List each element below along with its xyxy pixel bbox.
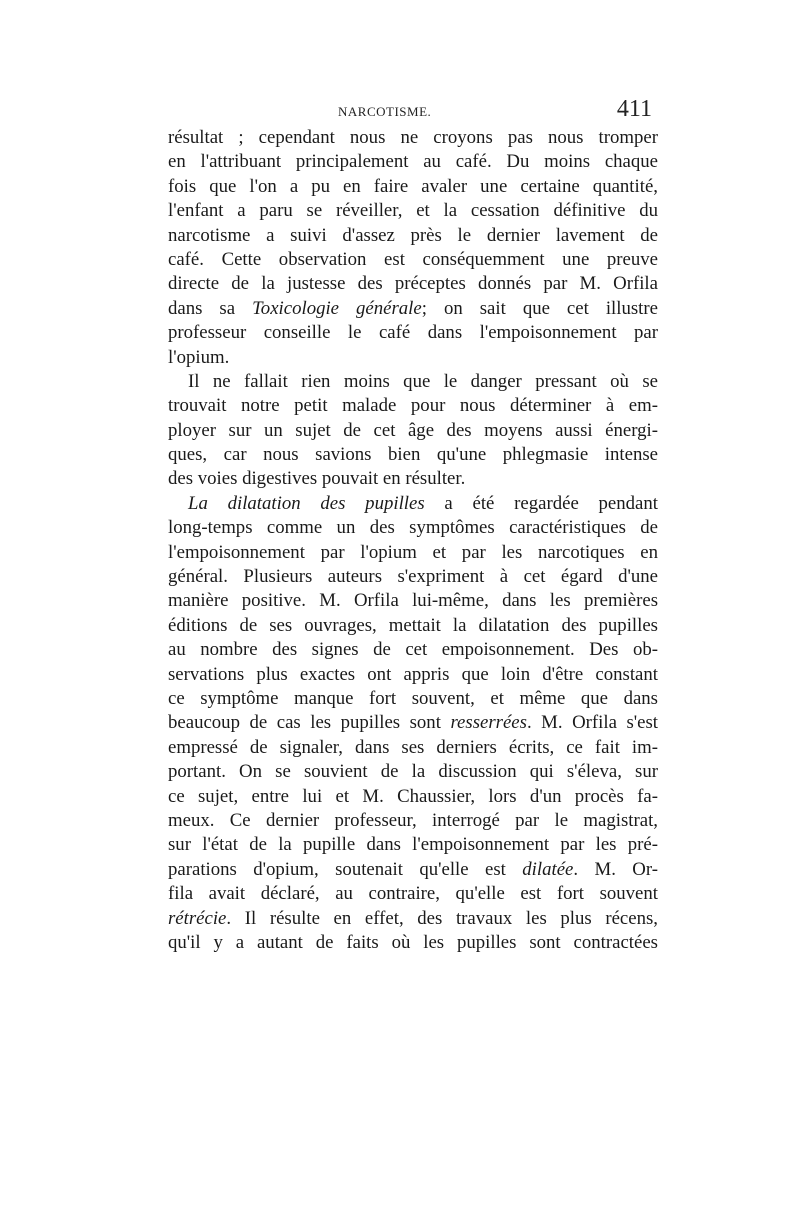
- line-text: l'opium.: [168, 346, 230, 368]
- text-line: [168, 394, 658, 418]
- line-text-after: ; on sait que cet illustre: [421, 297, 658, 319]
- line-text: café. Cette observation est conséquemment une preuve: [168, 248, 658, 270]
- text-line: [168, 687, 658, 711]
- text-line: [168, 150, 658, 174]
- line-text: meux. Ce dernier professeur, interrogé par le magistrat,: [168, 809, 658, 831]
- text-line: [168, 321, 658, 345]
- line-text: sur l'état de la pupille dans l'empoisonnement par les pré-: [168, 834, 658, 856]
- text-line: [168, 297, 658, 321]
- line-text-after: . Il résulte en effet, des travaux les plus récens,: [226, 907, 658, 929]
- text-line: [168, 419, 658, 443]
- line-text: ques, car nous savions bien qu'une phlegmasie intense: [168, 444, 658, 466]
- line-text: narcotisme a suivi d'assez près le dernier lavement de: [168, 224, 658, 246]
- text-line: [168, 614, 658, 638]
- text-line: [168, 931, 658, 955]
- text-line: [168, 224, 658, 248]
- text-line: [168, 589, 658, 613]
- line-text: fois que l'on a pu en faire avaler une certaine quantité,: [168, 175, 658, 197]
- line-text: servations plus exactes ont appris que loin d'être constant: [168, 663, 658, 685]
- text-line: [168, 370, 658, 394]
- text-line: [168, 760, 658, 784]
- text-line: [168, 833, 658, 857]
- text-line: [168, 663, 658, 687]
- italic-phrase: Toxicologie générale: [252, 297, 422, 319]
- text-line: [168, 565, 658, 589]
- text-line: [168, 126, 658, 150]
- text-line: [168, 443, 658, 467]
- text-line: [168, 858, 658, 882]
- text-line: [168, 638, 658, 662]
- line-text: au nombre des signes de cet empoisonnement. Des ob-: [168, 639, 658, 661]
- italic-phrase: resserrées: [450, 712, 527, 734]
- line-text: fila avait déclaré, au contraire, qu'elle est fort souvent: [168, 883, 658, 905]
- line-text: Il ne fallait rien moins que le danger pressant où se: [188, 370, 658, 392]
- line-text-before: dans sa: [168, 297, 253, 319]
- page-number: 411: [616, 96, 652, 122]
- line-text: général. Plusieurs auteurs s'expriment à cet égard d'une: [168, 566, 658, 588]
- text-line: [168, 175, 658, 199]
- line-text: trouvait notre petit malade pour nous déterminer à em-: [168, 395, 658, 417]
- line-text: des voies digestives pouvait en résulter.: [168, 468, 466, 490]
- body-text: [168, 126, 658, 955]
- text-line: [168, 516, 658, 540]
- text-line: [168, 346, 658, 370]
- line-text: ployer sur un sujet de cet âge des moyens aussi énergi-: [168, 419, 658, 441]
- text-line: [168, 199, 658, 223]
- text-line: [168, 711, 658, 735]
- text-line: [168, 272, 658, 296]
- italic-phrase: La dilatation des pupilles: [188, 492, 425, 514]
- line-text: portant. On se souvient de la discussion qui s'éleva, sur: [168, 761, 658, 783]
- text-line: [168, 492, 658, 516]
- line-text: résultat ; cependant nous ne croyons pas nous tromper: [168, 127, 658, 148]
- text-line: [168, 541, 658, 565]
- line-text-after: . M. Orfila s'est: [526, 712, 658, 734]
- text-line: [168, 736, 658, 760]
- text-line: [168, 248, 658, 272]
- line-text: l'empoisonnement par l'opium et par les narcotiques en: [168, 541, 658, 563]
- line-text: en l'attribuant principalement au café. Du moins chaque: [168, 151, 658, 173]
- line-text: long-temps comme un des symptômes caractéristiques de: [168, 517, 658, 539]
- line-text: éditions de ses ouvrages, mettait la dilatation des pupilles: [168, 614, 658, 636]
- italic-phrase: rétrécie: [168, 907, 227, 929]
- line-text: directe de la justesse des préceptes donnés par M. Orfila: [168, 273, 658, 295]
- text-line: [168, 809, 658, 833]
- page-header: [168, 96, 658, 126]
- line-text-before: parations d'opium, soutenait qu'elle est: [168, 858, 523, 880]
- running-title: NARCOTISME.: [338, 104, 432, 119]
- line-text: ce symptôme manque fort souvent, et même que dans: [168, 687, 658, 709]
- line-text-after: . M. Or-: [573, 858, 658, 880]
- italic-phrase: dilatée: [522, 858, 574, 880]
- text-line: [168, 882, 658, 906]
- line-text: manière positive. M. Orfila lui-même, dans les premières: [168, 590, 658, 612]
- line-text: professeur conseille le café dans l'empoisonnement par: [168, 322, 658, 344]
- text-line: [168, 467, 658, 491]
- text-line: [168, 907, 658, 931]
- line-text: qu'il y a autant de faits où les pupilles sont contractées: [168, 931, 658, 953]
- text-line: [168, 785, 658, 809]
- line-text-before: beaucoup de cas les pupilles sont: [168, 712, 451, 734]
- line-text: ce sujet, entre lui et M. Chaussier, lors d'un procès fa-: [168, 785, 658, 807]
- line-text-after: a été regardée pendant: [424, 492, 658, 514]
- line-text: empressé de signaler, dans ses derniers écrits, ce fait im-: [168, 736, 658, 758]
- line-text: l'enfant a paru se réveiller, et la cessation définitive du: [168, 200, 658, 222]
